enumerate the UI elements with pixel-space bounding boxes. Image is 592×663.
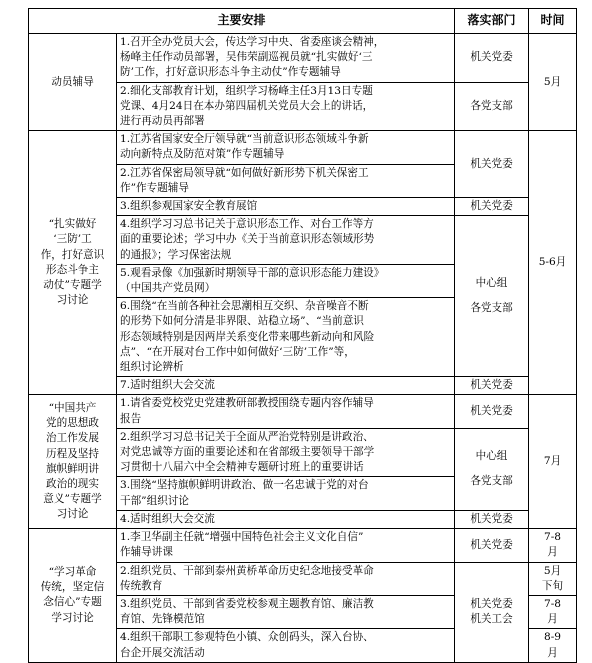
item-line: 4.组织学习习总书记关于意识形态工作、对台工作等方: [120, 218, 374, 231]
table-row: [29, 529, 577, 562]
header-main-arrangement: 主要安排: [29, 9, 455, 34]
dept-spacer: [458, 464, 525, 474]
dept-line: 机关工会: [470, 613, 513, 626]
stage-line: 历程及坚持: [46, 447, 99, 460]
time-cell: [529, 595, 577, 628]
header-time: 时间: [529, 9, 577, 34]
item-cell: [117, 198, 455, 216]
header-row: [29, 9, 577, 34]
item-line: 作”作专题辅导: [120, 181, 189, 194]
dept-line: 机关党委: [470, 405, 513, 418]
stage-line: 作，打好意识: [40, 248, 105, 261]
time-cell: [529, 629, 577, 662]
item-line: 1.召开全办党员大会，传达学习中央、省委座谈会精神，: [120, 36, 385, 48]
item-line: 3.围绕“坚持旗帜鲜明讲政治、做一名忠诚于党的对台: [120, 479, 369, 492]
stage-line: 传统，坚定信: [40, 581, 105, 594]
item-line: （中国共产党员网）: [120, 282, 216, 295]
item-cell: [117, 377, 455, 395]
item-line: 党课、4月24日在本办第四届机关党员大会上的讲话，: [120, 99, 374, 112]
stage-line: 旗帜鲜明讲: [46, 462, 99, 475]
item-line: 台企开展交流活动: [120, 646, 205, 659]
item-line: 形态领域特别是因两岸关系变化带来哪些新动向和风险: [120, 330, 375, 343]
item-line: 4.组织干部职工参观特色小镇、众创码头，深入台协、: [120, 631, 374, 644]
item-line: 7.适时组织大会交流: [120, 379, 215, 392]
time-line: 5月: [543, 75, 562, 88]
schedule-table: [28, 8, 577, 663]
item-line: 传统教育: [120, 579, 163, 592]
stage-line: 意义”专题学: [43, 493, 102, 506]
stage-cell: [29, 34, 117, 131]
dept-line: 各党支部: [470, 475, 513, 488]
stage-line: 学习讨论: [51, 611, 94, 624]
item-line: 育馆、先锋模范馆: [120, 613, 205, 626]
dept-line: 各党支部: [470, 302, 513, 315]
item-line: 1.江苏省国家安全厅领导就“当前意识形态领域斗争新: [120, 133, 369, 146]
item-cell: [117, 34, 455, 83]
dept-line: 机关党委: [470, 597, 513, 610]
dept-cell: [455, 131, 529, 198]
item-cell: [117, 395, 455, 428]
item-line: 2.组织党员、干部到泰州黄桥革命历史纪念地接受革命: [120, 564, 374, 577]
time-cell: [529, 395, 577, 529]
item-line: 进行再动员再部署: [120, 115, 205, 128]
dept-line: 中心组: [475, 450, 508, 463]
time-line: 8-9: [543, 631, 562, 644]
item-line: 1.李卫华副主任就“增强中国特色社会主义文化自信”: [120, 531, 364, 544]
stage-line: “扎实做好: [48, 218, 97, 231]
item-line: 3.组织党员、干部到省委党校参观主题教育馆、廉洁教: [120, 597, 374, 610]
item-line: 面的重要论述；学习中办《关于当前意识形态领域形势: [120, 233, 375, 246]
item-cell: [117, 595, 455, 628]
item-cell: [117, 216, 455, 265]
dept-cell: [455, 377, 529, 395]
stage-line: ‘三防’工: [53, 233, 92, 246]
stage-line: “中国共产: [48, 401, 97, 414]
stage-line: “学习革命: [48, 566, 97, 578]
table-row: [29, 34, 577, 83]
item-line: 的形势下如何分清是非界限、站稳立场”、“当前意识: [120, 315, 364, 328]
dept-line: 机关党委: [470, 379, 513, 392]
dept-cell: [455, 510, 529, 528]
item-cell: [117, 510, 455, 528]
stage-cell: [29, 395, 117, 529]
item-line: 作辅导讲课: [120, 546, 173, 559]
stage-cell: [29, 529, 117, 663]
time-line: 月: [547, 546, 558, 559]
time-cell: [529, 562, 577, 595]
dept-line: 中心组: [475, 277, 508, 290]
item-cell: [117, 82, 455, 131]
dept-line: 机关党委: [470, 200, 513, 213]
dept-cell: [455, 34, 529, 83]
item-line: 4.适时组织大会交流: [120, 512, 215, 525]
time-line: 7月: [543, 455, 562, 468]
item-line: 5.观看录像《加强新时期领导干部的意识形态能力建设》: [120, 266, 385, 279]
item-cell: [117, 264, 455, 297]
dept-line: 机关党委: [470, 512, 513, 525]
time-line: 下旬: [541, 579, 564, 592]
stage-line: 习讨论: [56, 294, 89, 307]
item-cell: [117, 477, 455, 510]
time-cell: [529, 34, 577, 131]
dept-cell: [455, 198, 529, 216]
item-line: 1.请省委党校党史党建教研部教授围绕专题内容作辅导: [120, 397, 374, 410]
item-cell: [117, 629, 455, 662]
item-line: 报告: [120, 412, 142, 425]
table-row: [29, 395, 577, 428]
dept-line: 机关党委: [470, 538, 513, 551]
time-line: 7-8: [543, 597, 562, 610]
time-line: 7-8: [543, 531, 562, 544]
item-line: 防’工作，打好意识形态斗争主动仗”作专题辅导: [120, 66, 341, 79]
stage-line: 形态斗争主: [46, 263, 99, 276]
time-line: 5月: [543, 564, 562, 577]
time-line: 5-6月: [538, 256, 567, 269]
dept-cell: [455, 216, 529, 377]
stage-line: 念信心”专题: [43, 596, 102, 609]
item-line: 2.江苏省保密局领导就“如何做好新形势下机关保密工: [120, 166, 369, 179]
item-cell: [117, 298, 455, 377]
stage-line: 治工作发展: [46, 432, 99, 445]
time-cell: [529, 131, 577, 395]
item-line: 动向新特点及防范对策”作专题辅导: [120, 148, 285, 161]
item-line: 干部”组织讨论: [120, 494, 189, 507]
stage-cell: [29, 131, 117, 395]
item-cell: [117, 562, 455, 595]
item-line: 3.组织参观国家安全教育展馆: [120, 200, 258, 213]
dept-cell: [455, 428, 529, 510]
item-line: 的通报》；学习保密法规: [120, 248, 232, 261]
item-cell: [117, 131, 455, 164]
dept-cell: [455, 82, 529, 131]
stage-line: 政治的现实: [46, 477, 99, 490]
stage-line: 动员辅导: [51, 75, 94, 88]
stage-line: 动仗”专题学: [43, 279, 102, 292]
dept-line: 机关党委: [470, 157, 513, 170]
stage-line: 习讨论: [56, 508, 89, 521]
time-cell: [529, 529, 577, 562]
item-line: 对党忠诚等方面的重要论述和在省部级主要领导干部学: [120, 446, 375, 459]
dept-line: 机关党委: [470, 51, 513, 64]
time-line: 月: [547, 613, 558, 626]
dept-cell: [455, 395, 529, 428]
item-cell: [117, 164, 455, 197]
dept-cell: [455, 529, 529, 562]
dept-cell: [455, 562, 529, 662]
dept-spacer: [458, 291, 525, 301]
time-line: 月: [547, 646, 558, 659]
item-line: 6.围绕“在当前各种社会思潮相互交织、杂音噪音不断: [120, 300, 369, 313]
item-line: 组织讨论辨析: [120, 361, 184, 374]
table-row: [29, 131, 577, 164]
header-department: 落实部门: [455, 9, 529, 34]
item-line: 2.细化支部教育计划，组织学习杨峰主任3月13日专题: [120, 84, 373, 97]
item-line: 2.组织学习习总书记关于全面从严治党特别是讲政治、: [120, 430, 374, 443]
item-line: 杨峰主任作动员部署，吴伟荣副巡视员就“扎实做好‘三: [120, 51, 373, 64]
dept-line: 各党支部: [470, 99, 513, 112]
item-line: 点”、“在开展对台工作中如何做好‘三防’工作”等，: [120, 345, 355, 358]
item-line: 习贯彻十八届六中全会精神专题研讨班上的重要讲话: [120, 461, 364, 474]
item-cell: [117, 529, 455, 562]
stage-line: 党的思想政: [46, 417, 99, 430]
item-cell: [117, 428, 455, 477]
